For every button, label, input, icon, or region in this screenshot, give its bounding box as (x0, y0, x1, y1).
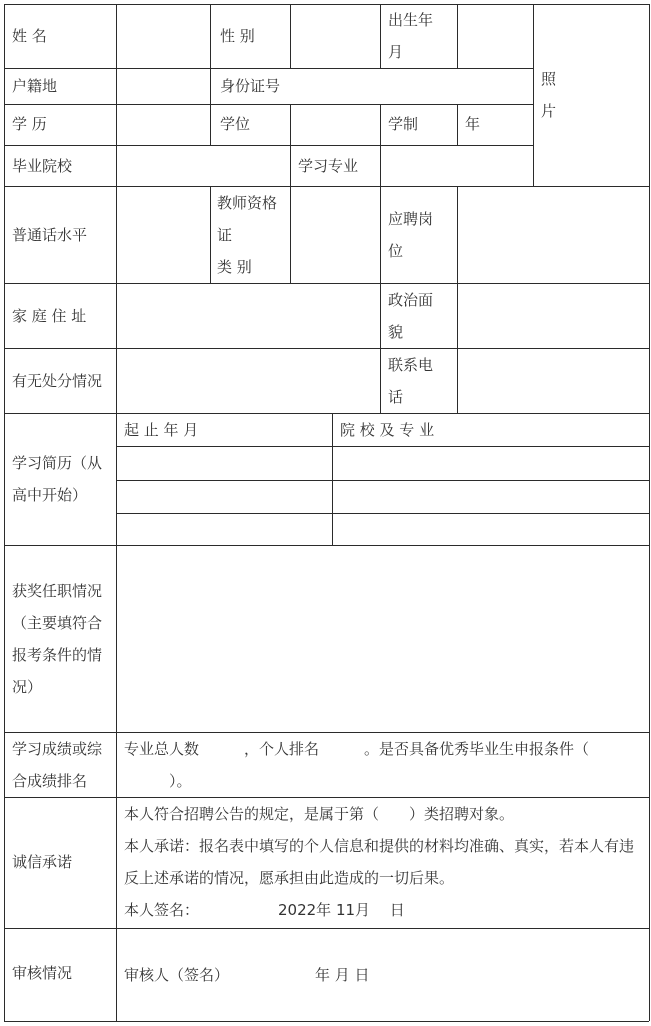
major-field[interactable] (381, 146, 532, 185)
integrity-label: 诚信承诺 (12, 853, 73, 871)
photo-label-line2: 片 (541, 102, 557, 120)
ranking-text-line2: ）。 (124, 772, 192, 790)
reviewer-signature-label: 审核人（签名） (124, 966, 230, 984)
reviewer-signature-field[interactable] (235, 961, 310, 989)
schooling-year-unit: 年 (465, 115, 481, 133)
resume-col-period: 起 止 年 月 (124, 421, 199, 439)
native-place-label: 户籍地 (12, 77, 58, 95)
column-line (457, 104, 458, 145)
political-status-label-line1: 政治面 (388, 291, 434, 309)
review-date: 年 月 日 (315, 966, 370, 984)
teacher-cert-label-line1: 教师资格 (217, 194, 278, 212)
native-place-field[interactable] (117, 69, 209, 103)
applied-post-label-line1: 应聘岗 (388, 210, 434, 228)
teacher-cert-label-line2: 证 (217, 226, 233, 244)
signature-date: 2022年 11月 日 (278, 901, 405, 919)
photo-label-line1: 照 (541, 70, 557, 88)
resume-school-field[interactable] (333, 514, 648, 544)
major-label: 学习专业 (298, 157, 359, 175)
degree-label: 学位 (220, 115, 251, 133)
row-line (4, 413, 649, 414)
resume-col-school: 院 校 及 专 业 (340, 421, 435, 439)
applied-post-field[interactable] (458, 187, 648, 282)
political-status-label-line2: 貌 (388, 323, 404, 341)
birth-label-line1: 出生年 (388, 11, 434, 29)
row-line (4, 1021, 649, 1022)
awards-field[interactable] (117, 546, 648, 731)
row-line (4, 104, 533, 105)
mandarin-level-label: 普通话水平 (12, 226, 88, 244)
id-number-field[interactable] (291, 69, 532, 103)
home-address-field[interactable] (117, 284, 379, 347)
resume-period-field[interactable] (117, 447, 331, 479)
mandarin-level-field[interactable] (117, 187, 209, 282)
column-line (380, 4, 381, 68)
resume-label-line1: 学习简历（从 (12, 454, 103, 472)
discipline-record-label: 有无处分情况 (12, 372, 103, 390)
integrity-pledge-line1: 本人符合招聘公告的规定，是属于第（ ）类招聘对象。 (124, 805, 515, 823)
resume-period-field[interactable] (117, 514, 331, 544)
birth-field[interactable] (458, 5, 532, 67)
home-address-label: 家 庭 住 址 (12, 307, 87, 325)
gender-field[interactable] (291, 5, 379, 67)
ranking-text-line1: 专业总人数 ，个人排名 。是否具备优秀毕业生申报条件（ (124, 740, 590, 758)
integrity-pledge-line2: 本人承诺：报名表中填写的个人信息和提供的材料均准确、真实，若本人有违反上述承诺的情况，愿承担由此造成的一切后果。 (124, 837, 635, 887)
column-line (649, 4, 650, 1021)
schooling-length-label: 学制 (388, 115, 419, 133)
column-line (210, 104, 211, 145)
signature-label: 本人签名： (124, 901, 200, 919)
column-line (290, 145, 291, 186)
birth-label-line2: 月 (388, 43, 404, 61)
awards-label-line1: 获奖任职情况 (12, 582, 103, 600)
row-line (4, 928, 649, 929)
political-status-field[interactable] (458, 284, 648, 347)
discipline-record-field[interactable] (117, 349, 379, 412)
awards-label-line2: （主要填符合 (12, 614, 103, 632)
graduate-school-field[interactable] (117, 146, 289, 185)
education-label: 学 历 (12, 115, 47, 133)
resume-label-line2: 高中开始） (12, 486, 88, 504)
graduate-school-label: 毕业院校 (12, 157, 73, 175)
name-label: 姓 名 (12, 27, 47, 45)
signature-field[interactable] (200, 896, 270, 924)
ranking-label-line2: 合成绩排名 (12, 772, 88, 790)
resume-school-field[interactable] (333, 481, 648, 512)
awards-label-line3: 报考条件的情 (12, 646, 103, 664)
review-label: 审核情况 (12, 964, 73, 982)
column-line (4, 4, 5, 1021)
ranking-label-line1: 学习成绩或综 (12, 740, 103, 758)
teacher-cert-field[interactable] (291, 187, 379, 282)
awards-label-line4: 况） (12, 678, 43, 696)
resume-school-field[interactable] (333, 447, 648, 479)
column-line (210, 4, 211, 104)
teacher-cert-label-line3: 类 别 (217, 258, 252, 276)
gender-label: 性 别 (220, 27, 255, 45)
resume-period-field[interactable] (117, 481, 331, 512)
applied-post-label-line2: 位 (388, 242, 404, 260)
phone-label-line2: 话 (388, 388, 404, 406)
id-number-label: 身份证号 (220, 77, 281, 95)
phone-label-line1: 联系电 (388, 356, 434, 374)
name-field[interactable] (117, 5, 209, 67)
degree-field[interactable] (291, 105, 379, 144)
column-line (210, 186, 211, 283)
education-field[interactable] (117, 105, 209, 144)
phone-field[interactable] (458, 349, 648, 412)
